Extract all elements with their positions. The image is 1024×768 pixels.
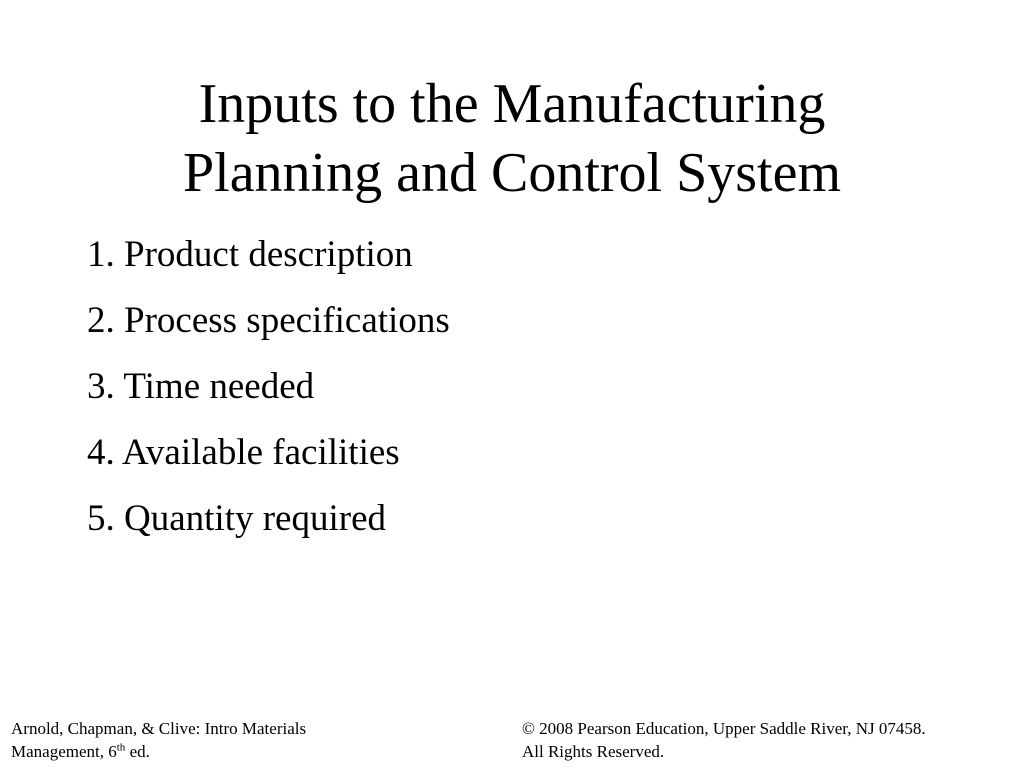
list-item: 1. Product description [87, 234, 413, 275]
footer-citation-prefix: Management, 6 [11, 742, 117, 761]
title-line-2: Planning and Control System [183, 142, 841, 204]
list-item: 3. Time needed [87, 366, 315, 407]
footer-copyright-line-2: All Rights Reserved. [522, 742, 665, 761]
list-item: 5. Quantity required [87, 498, 386, 539]
footer-copyright-line-1: © 2008 Pearson Education, Upper Saddle River, NJ 07458. [522, 719, 926, 738]
footer-copyright [522, 717, 926, 763]
list-item: 4. Available facilities [87, 432, 400, 473]
list-item: 2. Process specifications [87, 300, 450, 341]
input-list [87, 233, 450, 563]
footer-citation-suffix: ed. [125, 742, 150, 761]
title-line-1: Inputs to the Manufacturing [198, 73, 826, 135]
footer-citation-line-1: Arnold, Chapman, & Clive: Intro Materials [11, 719, 307, 738]
slide-title [0, 70, 1024, 208]
footer-citation-superscript: th [116, 741, 126, 754]
footer-citation [11, 717, 306, 763]
footer-citation-line-2 [11, 740, 306, 763]
